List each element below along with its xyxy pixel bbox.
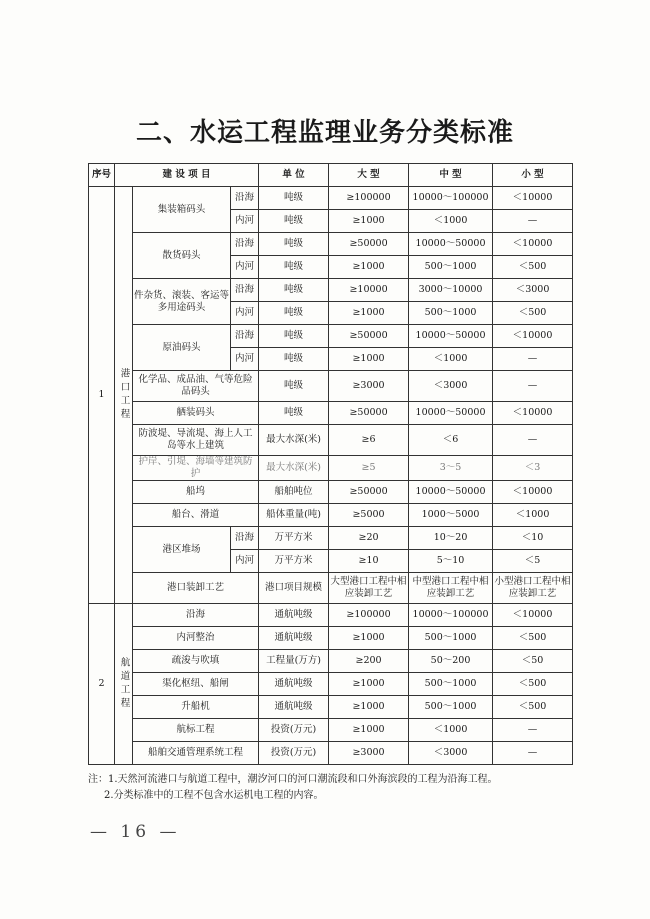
large-cell: ≥3000 xyxy=(329,371,409,402)
unit-cell: 吨级 xyxy=(259,187,329,210)
medium-cell: ＜1000 xyxy=(409,719,493,742)
item-cell: 疏浚与吹填 xyxy=(133,650,259,673)
large-cell: ≥1000 xyxy=(329,210,409,233)
item-cell: 航标工程 xyxy=(133,719,259,742)
medium-cell: 10～20 xyxy=(409,527,493,550)
small-cell: — xyxy=(493,210,573,233)
large-cell: ≥50000 xyxy=(329,233,409,256)
medium-cell: 10000～50000 xyxy=(409,402,493,425)
large-cell: ≥200 xyxy=(329,650,409,673)
item-cell: 舾装码头 xyxy=(133,402,259,425)
small-cell: ＜3 xyxy=(493,456,573,481)
header-row xyxy=(89,164,573,187)
medium-cell: 10000～50000 xyxy=(409,481,493,504)
table-row xyxy=(89,481,573,504)
item-cell: 港区堆场 xyxy=(133,527,231,573)
group-name: 航道工程 xyxy=(118,657,130,711)
unit-cell: 吨级 xyxy=(259,279,329,302)
large-cell: ≥100000 xyxy=(329,604,409,627)
unit-cell: 吨级 xyxy=(259,233,329,256)
notes xyxy=(88,772,608,804)
small-cell: ＜5 xyxy=(493,550,573,573)
large-cell: ≥1000 xyxy=(329,348,409,371)
medium-cell: 10000～50000 xyxy=(409,233,493,256)
small-cell: ＜10 xyxy=(493,527,573,550)
small-cell: ＜3000 xyxy=(493,279,573,302)
medium-cell: ＜1000 xyxy=(409,210,493,233)
large-cell: ≥20 xyxy=(329,527,409,550)
medium-cell: 5～10 xyxy=(409,550,493,573)
unit-cell: 最大水深(米) xyxy=(259,456,329,481)
table-row xyxy=(89,627,573,650)
small-cell: ＜10000 xyxy=(493,481,573,504)
sub-cell: 内河 xyxy=(231,550,259,573)
header-small: 小 型 xyxy=(493,164,573,187)
medium-cell: 3000～10000 xyxy=(409,279,493,302)
small-cell: ＜500 xyxy=(493,673,573,696)
unit-cell: 投资(万元) xyxy=(259,719,329,742)
sub-cell: 沿海 xyxy=(231,187,259,210)
item-cell: 散货码头 xyxy=(133,233,231,279)
unit-cell: 吨级 xyxy=(259,210,329,233)
small-cell: ＜10000 xyxy=(493,325,573,348)
large-cell: ≥5 xyxy=(329,456,409,481)
small-cell: 小型港口工程中相应装卸工艺 xyxy=(493,573,573,604)
unit-cell: 工程量(万方) xyxy=(259,650,329,673)
large-cell: ≥50000 xyxy=(329,325,409,348)
medium-cell: 1000～5000 xyxy=(409,504,493,527)
small-cell: ＜10000 xyxy=(493,233,573,256)
item-cell: 船台、滑道 xyxy=(133,504,259,527)
large-cell: ≥1000 xyxy=(329,719,409,742)
sub-cell: 内河 xyxy=(231,256,259,279)
table-row xyxy=(89,233,573,256)
note-1: 注：1.天然河流港口与航道工程中，潮汐河口的河口潮流段和口外海滨段的工程为沿海工程。 xyxy=(88,774,498,785)
table-row xyxy=(89,187,573,210)
table-row xyxy=(89,527,573,550)
small-cell: ＜500 xyxy=(493,627,573,650)
sub-cell: 沿海 xyxy=(231,325,259,348)
medium-cell: 50～200 xyxy=(409,650,493,673)
small-cell: ＜10000 xyxy=(493,187,573,210)
group-name-cell xyxy=(115,604,133,765)
item-cell: 防波堤、导流堤、海上人工岛等水上建筑 xyxy=(133,425,259,456)
table-row xyxy=(89,604,573,627)
medium-cell: 10000～100000 xyxy=(409,604,493,627)
small-cell: ＜500 xyxy=(493,302,573,325)
unit-cell: 吨级 xyxy=(259,371,329,402)
sub-cell: 内河 xyxy=(231,302,259,325)
page-title: 二、水运工程监理业务分类标准 xyxy=(135,118,514,148)
sub-cell: 内河 xyxy=(231,348,259,371)
item-cell: 化学品、成品油、气等危险品码头 xyxy=(133,371,259,402)
large-cell: ≥100000 xyxy=(329,187,409,210)
unit-cell: 船体重量(吨) xyxy=(259,504,329,527)
medium-cell: ＜3000 xyxy=(409,371,493,402)
unit-cell: 万平方米 xyxy=(259,550,329,573)
large-cell: ≥1000 xyxy=(329,627,409,650)
item-cell: 护岸、引堤、海墙等建筑防护 xyxy=(133,456,259,481)
medium-cell: 中型港口工程中相应装卸工艺 xyxy=(409,573,493,604)
table-row xyxy=(89,325,573,348)
item-cell: 沿海 xyxy=(133,604,259,627)
large-cell: ≥10000 xyxy=(329,279,409,302)
unit-cell: 船舶吨位 xyxy=(259,481,329,504)
medium-cell: 500～1000 xyxy=(409,673,493,696)
unit-cell: 吨级 xyxy=(259,256,329,279)
large-cell: ≥1000 xyxy=(329,302,409,325)
medium-cell: 3～5 xyxy=(409,456,493,481)
medium-cell: ＜3000 xyxy=(409,742,493,765)
header-seq: 序号 xyxy=(89,164,115,187)
table-row xyxy=(89,402,573,425)
item-cell: 港口装卸工艺 xyxy=(133,573,259,604)
medium-cell: ＜6 xyxy=(409,425,493,456)
large-cell: ≥50000 xyxy=(329,402,409,425)
group-name-cell xyxy=(115,187,133,604)
unit-cell: 通航吨级 xyxy=(259,627,329,650)
item-cell: 船舶交通管理系统工程 xyxy=(133,742,259,765)
small-cell: — xyxy=(493,742,573,765)
sub-cell: 沿海 xyxy=(231,279,259,302)
table-row xyxy=(89,696,573,719)
medium-cell: 10000～50000 xyxy=(409,325,493,348)
sub-cell: 沿海 xyxy=(231,233,259,256)
item-cell: 升船机 xyxy=(133,696,259,719)
small-cell: — xyxy=(493,425,573,456)
seq-cell: 1 xyxy=(89,187,115,604)
table-row xyxy=(89,456,573,481)
table-row xyxy=(89,673,573,696)
item-cell: 集装箱码头 xyxy=(133,187,231,233)
small-cell: — xyxy=(493,371,573,402)
header-medium: 中 型 xyxy=(409,164,493,187)
small-cell: ＜500 xyxy=(493,256,573,279)
table-row xyxy=(89,371,573,402)
small-cell: — xyxy=(493,348,573,371)
item-cell: 件杂货、滚装、客运等多用途码头 xyxy=(133,279,231,325)
small-cell: ＜1000 xyxy=(493,504,573,527)
small-cell: ＜500 xyxy=(493,696,573,719)
item-cell: 渠化枢纽、船闸 xyxy=(133,673,259,696)
group-name: 港口工程 xyxy=(118,368,130,422)
small-cell: ＜10000 xyxy=(493,604,573,627)
sub-cell: 内河 xyxy=(231,210,259,233)
table-row xyxy=(89,742,573,765)
unit-cell: 港口项目规模 xyxy=(259,573,329,604)
item-cell: 内河整治 xyxy=(133,627,259,650)
large-cell: ≥10 xyxy=(329,550,409,573)
item-cell: 原油码头 xyxy=(133,325,231,371)
note-2: 2.分类标准中的工程不包含水运机电工程的内容。 xyxy=(104,790,324,801)
large-cell: ≥50000 xyxy=(329,481,409,504)
unit-cell: 吨级 xyxy=(259,325,329,348)
unit-cell: 吨级 xyxy=(259,302,329,325)
table-row xyxy=(89,719,573,742)
unit-cell: 吨级 xyxy=(259,348,329,371)
unit-cell: 通航吨级 xyxy=(259,696,329,719)
large-cell: ≥1000 xyxy=(329,673,409,696)
small-cell: — xyxy=(493,719,573,742)
medium-cell: ＜1000 xyxy=(409,348,493,371)
medium-cell: 10000～100000 xyxy=(409,187,493,210)
large-cell: ≥1000 xyxy=(329,696,409,719)
unit-cell: 万平方米 xyxy=(259,527,329,550)
seq-cell: 2 xyxy=(89,604,115,765)
unit-cell: 通航吨级 xyxy=(259,673,329,696)
classification-table xyxy=(88,163,573,765)
large-cell: ≥3000 xyxy=(329,742,409,765)
small-cell: ＜50 xyxy=(493,650,573,673)
unit-cell: 吨级 xyxy=(259,402,329,425)
page-number: — 16 — xyxy=(90,822,181,842)
item-cell: 船坞 xyxy=(133,481,259,504)
large-cell: ≥5000 xyxy=(329,504,409,527)
unit-cell: 通航吨级 xyxy=(259,604,329,627)
medium-cell: 500～1000 xyxy=(409,302,493,325)
header-item: 建 设 项 目 xyxy=(115,164,259,187)
table-row xyxy=(89,504,573,527)
medium-cell: 500～1000 xyxy=(409,627,493,650)
medium-cell: 500～1000 xyxy=(409,696,493,719)
large-cell: ≥6 xyxy=(329,425,409,456)
sub-cell: 沿海 xyxy=(231,527,259,550)
large-cell: 大型港口工程中相应装卸工艺 xyxy=(329,573,409,604)
table-row xyxy=(89,279,573,302)
small-cell: ＜10000 xyxy=(493,402,573,425)
header-unit: 单 位 xyxy=(259,164,329,187)
unit-cell: 投资(万元) xyxy=(259,742,329,765)
table-row xyxy=(89,573,573,604)
header-large: 大 型 xyxy=(329,164,409,187)
medium-cell: 500～1000 xyxy=(409,256,493,279)
unit-cell: 最大水深(米) xyxy=(259,425,329,456)
table-row xyxy=(89,650,573,673)
large-cell: ≥1000 xyxy=(329,256,409,279)
table-row xyxy=(89,425,573,456)
